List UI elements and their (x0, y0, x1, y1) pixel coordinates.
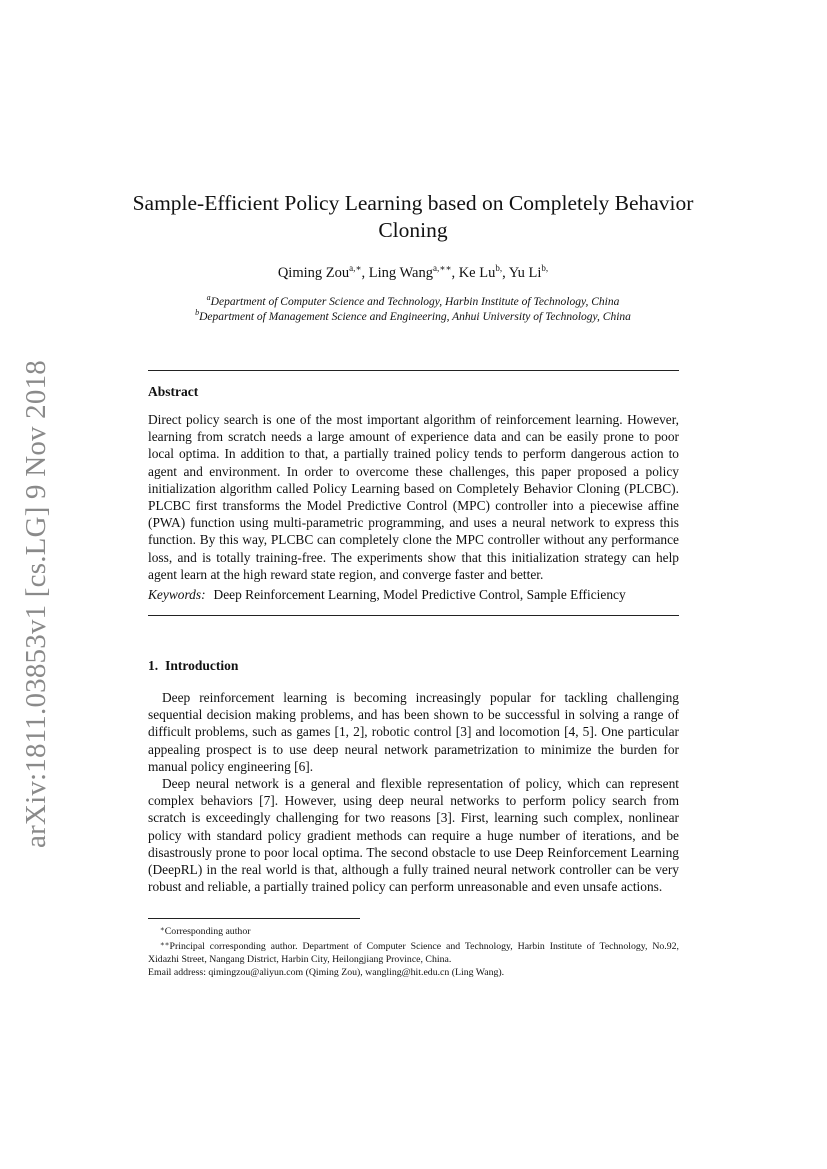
section-number: 1. (148, 658, 159, 673)
author-marks: b, (541, 263, 549, 273)
footnote-text: Corresponding author (164, 926, 251, 937)
footnote-mark: ∗∗ (160, 940, 170, 949)
author-name: Qiming Zou (277, 265, 350, 281)
footnote-text: Email address: qimingzou@aliyun.com (Qiming Zou), wangling@hit.edu.cn (Ling Wang). (148, 967, 505, 979)
author-sep: , (502, 265, 509, 281)
author-name: Ke Lu (458, 265, 496, 281)
paragraph: Deep neural network is a general and flexible representation of policy, which can represent complex behaviors [7]. However, using deep neural networks to perform policy search from scratch is exceedingly challenging for two reasons [3]. First, learning such complex, nonlinear policy with standard policy gradient methods can require a huge number of iterations, and be disastrously prone to poor local optima. The second obstacle to use Deep Reinforcement Learning (DeepRL) in the real world is that, although a fully trained neural network controller can be very robust and reliable, a partially trained policy can perform unreasonable and even unsafe actions. (148, 776, 679, 895)
affiliation-mark: a (206, 293, 211, 302)
author-marks: a,∗∗ (432, 263, 452, 273)
footnote-rule (148, 918, 360, 919)
footnote (148, 966, 679, 979)
footnote (148, 938, 679, 966)
footnotes (148, 923, 679, 979)
abstract-top-rule (148, 370, 679, 371)
author-marks: b, (495, 263, 503, 273)
author-list (120, 263, 706, 282)
footnote-text: Principal corresponding author. Department of Computer Science and Technology, Harbin Institute of Technology, No.92, Xidazhi Street, Nangang District, Harbin City, Heilongjiang Province, China. (148, 941, 679, 966)
paper-title: Sample-Efficient Policy Learning based on Completely Behavior Cloning (132, 191, 694, 242)
author-sep: , (361, 265, 369, 281)
paragraph: Deep reinforcement learning is becoming increasingly popular for tackling challenging sequential decision making problems, and has been shown to be successful in solving a range of difficult problems, such as games [1, 2], robotic control [3] and locomotion [4, 5]. One particular appealing prospect is to use deep neural network parametrization to minimize the burden for manual policy engineering [6]. (148, 690, 679, 774)
keywords (148, 587, 679, 603)
author-marks: a,∗ (349, 263, 362, 273)
affiliation (120, 308, 706, 323)
affiliation-text: Department of Management Science and Engineering, Anhui University of Technology, China (199, 311, 631, 323)
author-sep: , (451, 265, 459, 281)
author-name: Yu Li (508, 265, 542, 281)
section-heading (148, 658, 238, 674)
author-name: Ling Wang (368, 265, 433, 281)
section-title: Introduction (165, 658, 239, 673)
affiliation (120, 293, 706, 308)
footnote-mark: ∗ (160, 925, 165, 933)
footnote (148, 923, 679, 938)
abstract-bottom-rule (148, 615, 679, 616)
keywords-label: Keywords: (148, 587, 206, 602)
affiliation-text: Department of Computer Science and Technology, Harbin Institute of Technology, China (210, 296, 620, 308)
keywords-text: Deep Reinforcement Learning, Model Predictive Control, Sample Efficiency (213, 587, 626, 602)
arxiv-identifier: arXiv:1811.03853v1 [cs.LG] 9 Nov 2018 (20, 360, 52, 848)
abstract-heading: Abstract (148, 384, 199, 399)
introduction-body (148, 689, 679, 895)
affiliation-mark: b (195, 308, 200, 317)
abstract-text: Direct policy search is one of the most important algorithm of reinforcement learning. However, learning from scratch needs a large amount of experience data and can be easily prone to poor local optima. In addition to that, a partially trained policy tends to perform dangerous action to agent and environment. In order to overcome these challenges, this paper proposed a policy initialization algorithm called Policy Learning based on Completely Behavior Cloning (PLCBC). PLCBC first transforms the Model Predictive Control (MPC) controller into a piecewise affine (PWA) function using multi-parametric programming, and uses a neural network to express this function. By this way, PLCBC can completely clone the MPC controller without any performance loss, and is totally training-free. The experiments show that this initialization strategy can help agent learn at the high reward state region, and converge faster and better. (148, 412, 679, 582)
